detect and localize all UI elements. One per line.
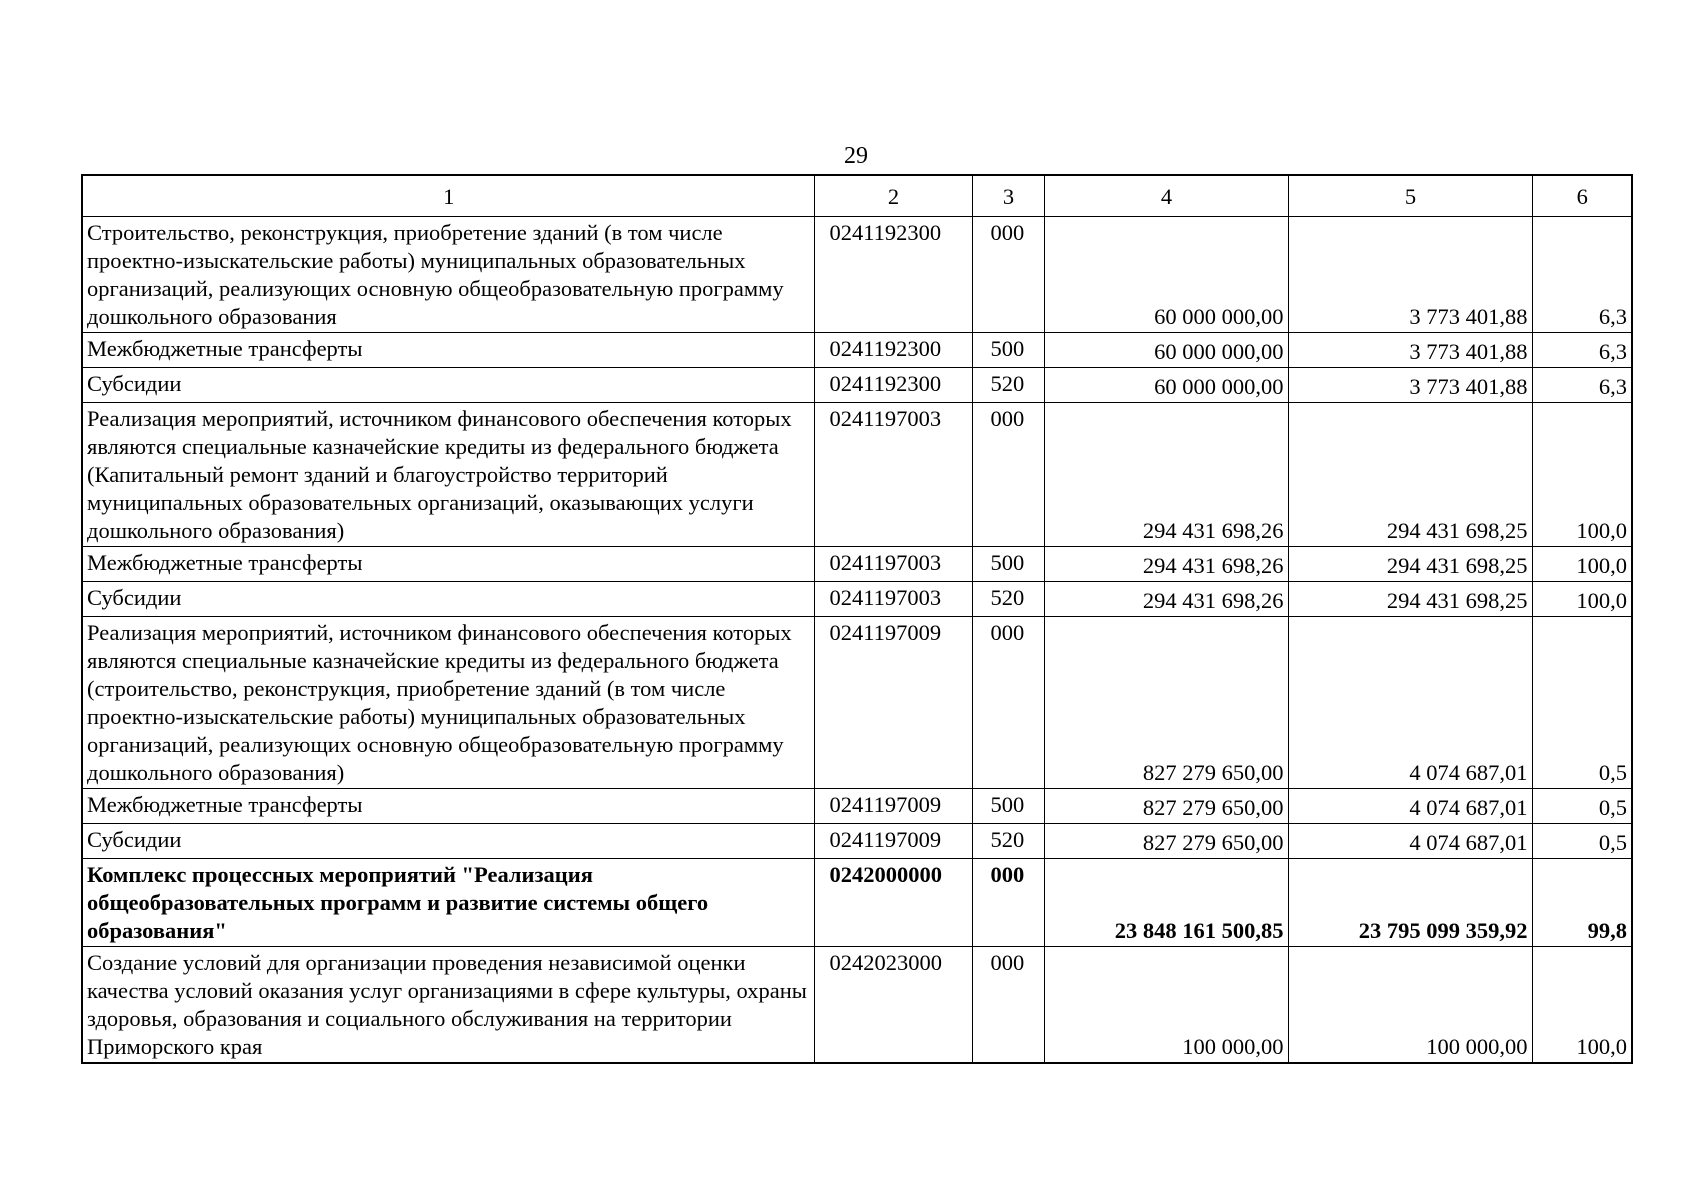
table-row [82,333,1632,368]
row-type: 000 [972,217,1044,333]
row-code: 0241192300 [814,333,972,368]
row-code: 0241192300 [814,368,972,403]
row-actual: 4 074 687,01 [1288,824,1532,859]
row-name: Строительство, реконструкция, приобретение зданий (в том числе проектно-изыскательские работы) муниципальных образовательных организаций, реализующих основную общеобразовательную программу дошкольного образования [82,217,814,333]
row-code: 0241192300 [814,217,972,333]
row-actual: 100 000,00 [1288,947,1532,1064]
row-plan: 60 000 000,00 [1044,217,1288,333]
row-percent: 6,3 [1532,333,1632,368]
row-type: 500 [972,789,1044,824]
row-plan: 23 848 161 500,85 [1044,859,1288,947]
row-actual: 23 795 099 359,92 [1288,859,1532,947]
row-actual: 3 773 401,88 [1288,368,1532,403]
row-actual: 3 773 401,88 [1288,333,1532,368]
row-plan: 294 431 698,26 [1044,403,1288,547]
table-row [82,547,1632,582]
row-name: Комплекс процессных мероприятий "Реализация общеобразовательных программ и развитие системы общего образования" [82,859,814,947]
row-type: 520 [972,582,1044,617]
table-row [82,617,1632,789]
row-code: 0241197009 [814,617,972,789]
row-code: 0242000000 [814,859,972,947]
row-percent: 100,0 [1532,547,1632,582]
row-actual: 294 431 698,25 [1288,547,1532,582]
row-actual: 4 074 687,01 [1288,617,1532,789]
row-plan: 100 000,00 [1044,947,1288,1064]
row-actual: 4 074 687,01 [1288,789,1532,824]
table-row [82,368,1632,403]
table-row [82,582,1632,617]
header-col-6: 6 [1532,175,1632,217]
header-col-4: 4 [1044,175,1288,217]
row-plan: 294 431 698,26 [1044,547,1288,582]
row-type: 500 [972,547,1044,582]
row-percent: 100,0 [1532,947,1632,1064]
row-plan: 827 279 650,00 [1044,789,1288,824]
row-type: 000 [972,617,1044,789]
row-name: Субсидии [82,582,814,617]
row-type: 520 [972,824,1044,859]
row-code: 0241197009 [814,789,972,824]
row-code: 0241197003 [814,403,972,547]
page-number: 29 [844,143,868,169]
header-row [82,175,1632,217]
row-percent: 100,0 [1532,403,1632,547]
row-name: Субсидии [82,368,814,403]
row-type: 000 [972,859,1044,947]
row-plan: 827 279 650,00 [1044,824,1288,859]
header-col-5: 5 [1288,175,1532,217]
row-type: 000 [972,403,1044,547]
table-row [82,947,1632,1064]
row-plan: 60 000 000,00 [1044,368,1288,403]
row-code: 0241197003 [814,547,972,582]
row-plan: 294 431 698,26 [1044,582,1288,617]
row-name: Субсидии [82,824,814,859]
row-percent: 0,5 [1532,789,1632,824]
table-row [82,824,1632,859]
row-actual: 294 431 698,25 [1288,403,1532,547]
row-name: Межбюджетные трансферты [82,547,814,582]
row-actual: 3 773 401,88 [1288,217,1532,333]
row-percent: 0,5 [1532,617,1632,789]
table-body [82,217,1632,1064]
table-row-section-total [82,859,1632,947]
row-percent: 6,3 [1532,368,1632,403]
row-name: Межбюджетные трансферты [82,333,814,368]
row-type: 520 [972,368,1044,403]
row-percent: 6,3 [1532,217,1632,333]
row-code: 0241197003 [814,582,972,617]
row-name: Реализация мероприятий, источником финансового обеспечения которых являются специальные казначейские кредиты из федерального бюджета (Капитальный ремонт зданий и благоустройство территорий муниципальных образовательных организаций, оказывающих услуги дошкольного образования) [82,403,814,547]
table-header [82,175,1632,217]
row-plan: 60 000 000,00 [1044,333,1288,368]
row-code: 0242023000 [814,947,972,1064]
table-row [82,789,1632,824]
row-percent: 0,5 [1532,824,1632,859]
row-type: 000 [972,947,1044,1064]
row-name: Создание условий для организации проведения независимой оценки качества условий оказания услуг организациями в сфере культуры, охраны здоровья, образования и социального обслуживания на территории Приморского края [82,947,814,1064]
row-name: Реализация мероприятий, источником финансового обеспечения которых являются специальные казначейские кредиты из федерального бюджета (строительство, реконструкция, приобретение зданий (в том числе проектно-изыскательские работы) муниципальных образовательных организаций, реализующих основную общеобразовательную программу дошкольного образования) [82,617,814,789]
header-col-1: 1 [82,175,814,217]
row-percent: 100,0 [1532,582,1632,617]
row-name: Межбюджетные трансферты [82,789,814,824]
row-percent: 99,8 [1532,859,1632,947]
header-col-3: 3 [972,175,1044,217]
table-row [82,403,1632,547]
row-type: 500 [972,333,1044,368]
row-code: 0241197009 [814,824,972,859]
header-col-2: 2 [814,175,972,217]
row-actual: 294 431 698,25 [1288,582,1532,617]
budget-execution-table [81,174,1633,1064]
row-plan: 827 279 650,00 [1044,617,1288,789]
table-row [82,217,1632,333]
